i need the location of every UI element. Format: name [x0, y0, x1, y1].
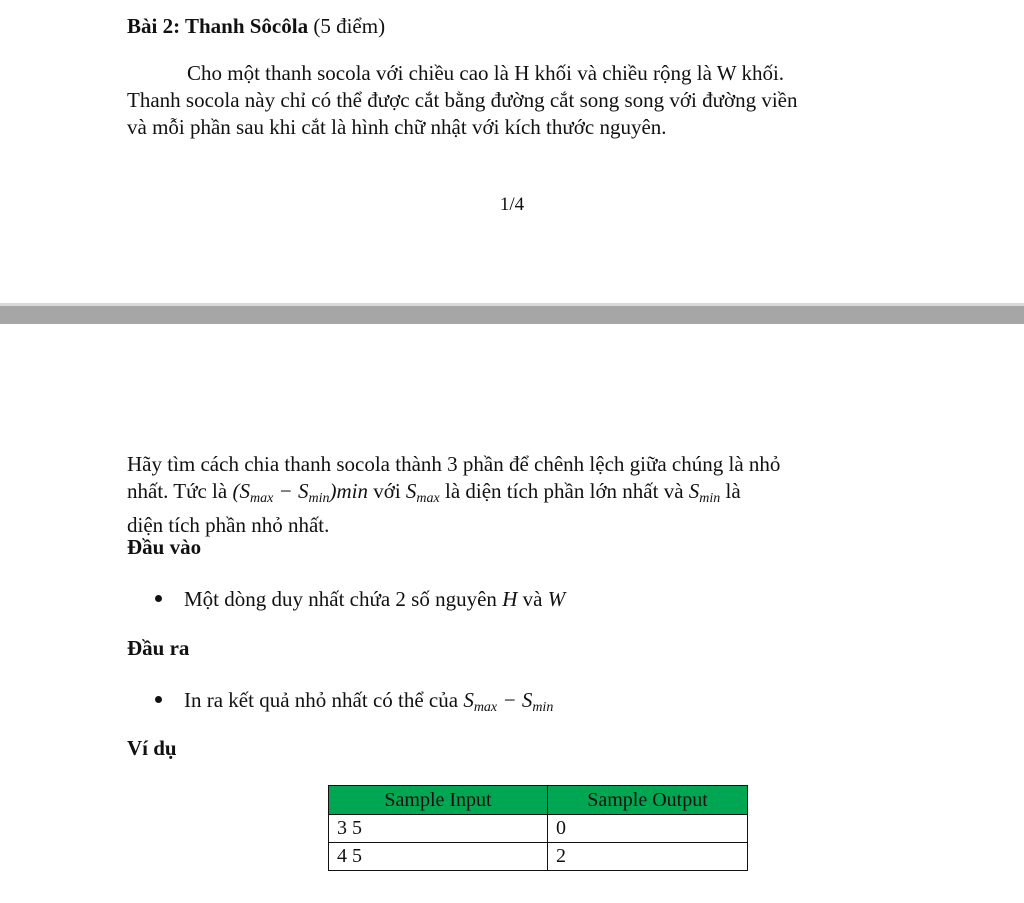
table-row [329, 815, 748, 843]
input-bullet: Một dòng duy nhất chứa 2 số nguyên H và W [155, 587, 565, 612]
sample-input-cell: 4 5 [329, 843, 548, 871]
intro-line-3: và mỗi phần sau khi cắt là hình chữ nhật với kích thước nguyên. [127, 115, 667, 139]
column-header-input: Sample Input [329, 786, 548, 815]
sample-table [328, 785, 748, 871]
bullet-icon [155, 696, 162, 703]
sample-output-cell: 2 [548, 843, 748, 871]
task-paragraph [127, 451, 912, 539]
page-number: 1/4 [499, 194, 525, 215]
sample-output-cell: 0 [548, 815, 748, 843]
table-row [329, 843, 748, 871]
column-header-output: Sample Output [548, 786, 748, 815]
page-1 [0, 0, 1024, 303]
output-heading: Đầu ra [127, 636, 190, 660]
table-header-row [329, 786, 748, 815]
intro-line-1: Cho một thanh socola với chiều cao là H khối và chiều rộng là W khối. [187, 61, 785, 85]
task-line-1: Hãy tìm cách chia thanh socola thành 3 phần để chênh lệch giữa chúng là nhỏ [127, 452, 781, 476]
task-line-3: diện tích phần nhỏ nhất. [127, 513, 330, 537]
input-heading: Đầu vào [127, 535, 202, 559]
intro-paragraph [127, 60, 912, 141]
task-line-2: nhất. Tức là $(S_{max} - S_{min})\min$ với $S_{max}$ là diện tích phần lớn nhất và $S_{min}$ là [127, 479, 741, 506]
output-bullet: In ra kết quả nhỏ nhất có thể của $S_{max} - S_{min}$ [155, 688, 553, 716]
example-heading: Ví dụ [127, 736, 177, 760]
intro-line-2: Thanh socola này chỉ có thể được cắt bằng đường cắt song song với đường viền [127, 88, 798, 112]
sample-input-cell: 3 5 [329, 815, 548, 843]
problem-title: Bài 2: Thanh Sôcôla (5 điểm) [127, 14, 386, 38]
bullet-icon [155, 595, 162, 602]
page-separator [0, 303, 1024, 324]
